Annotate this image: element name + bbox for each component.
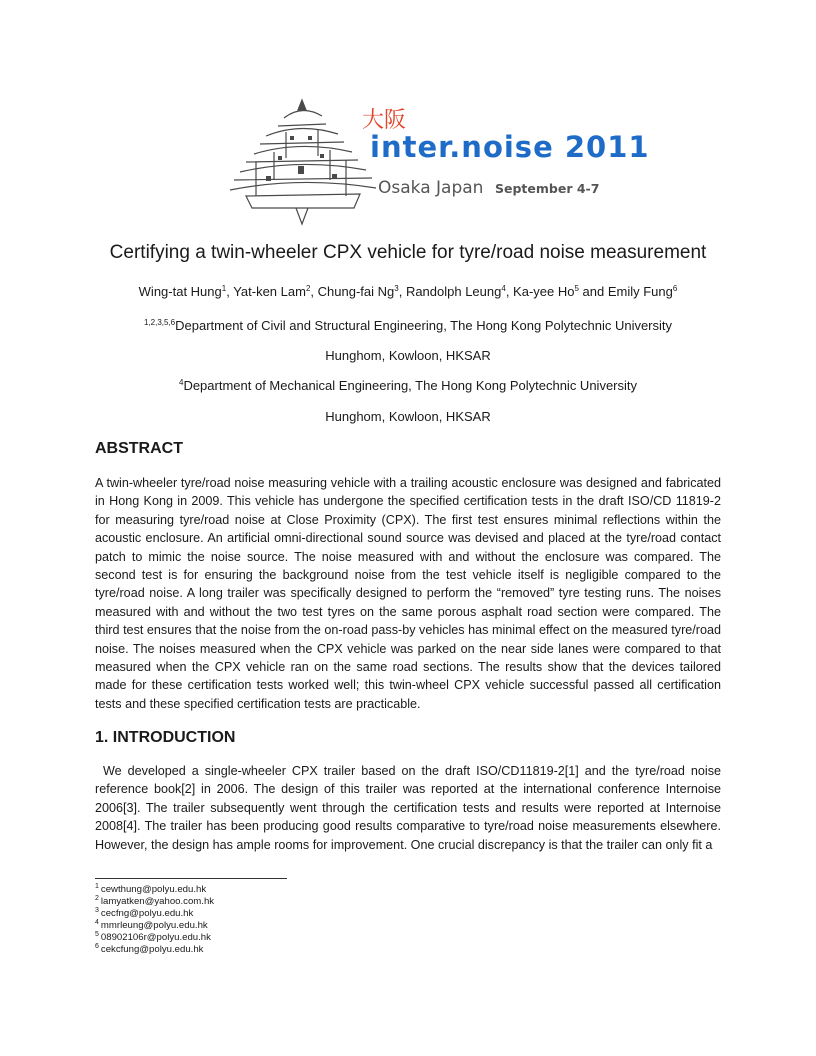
paper-title: Certifying a twin-wheeler CPX vehicle for tyre/road noise measurement (109, 242, 707, 263)
author-mark: 1 (221, 284, 227, 293)
author-mark: 6 (672, 284, 678, 293)
footnote-number: 6 (95, 943, 99, 950)
logo-title: inter.noise 2011 (370, 130, 650, 164)
footnote-email: cecfng@polyu.edu.hk (100, 908, 194, 919)
footnote-email: cewthung@polyu.edu.hk (100, 884, 207, 895)
footnote-item (95, 884, 214, 896)
footnote-email: 08902106r@polyu.edu.hk (100, 932, 211, 943)
footnote-number: 2 (95, 895, 99, 902)
affiliation-mechanical-place: Hunghom, Kowloon, HKSAR (325, 409, 491, 424)
author-name: Chung-fai Ng (317, 284, 395, 299)
abstract-body: A twin-wheeler tyre/road noise measuring vehicle with a trailing acoustic enclosure was designed and fabricated in Hong Kong in 2009. This vehicle has undergone the specified certification tests in the draft ISO/CD 11819-2 for measuring tyre/road noise at Close Proximity (CPX). The first test ensures minimal reflections within the acoustic enclosure. An artificial omni-directional sound source was devised and placed at the tyre/road contact patch to mimic the noise source. The noise measured with and without the enclosure was compared. The second test is for ensuring the background noise from the test vehicle itself is negligible compared to the tyre/road noise. A long trailer was specifically designed to perform the “removed” tyre testing runs. The noises measured with and without the two test tyres on the same porous asphalt road section were compared. The third test ensures that the noise from the on-road pass-by vehicles has minimal effect on the measured tyre/road noise. The noises measured when the CPX vehicle was parked on the near side lanes were compared to that measured when the CPX vehicle ran on the same road sections. The results show that the devices tailored made for these certification tests worked well; this twin-wheel CPX vehicle successful passed all certification tests and these specified certification tests are practicable. (95, 476, 721, 711)
footnote-email: cekcfung@polyu.edu.hk (100, 944, 204, 955)
logo-kanji: 大阪 (362, 108, 407, 133)
footnote-email: lamyatken@yahoo.com.hk (100, 896, 215, 907)
logo-dates: September 4-7 (495, 181, 600, 196)
author-name: Ka-yee Ho (513, 284, 575, 299)
author-mark: 4 (501, 284, 506, 293)
footnote-item (95, 920, 214, 932)
footnote-item (95, 944, 214, 956)
footnote-item (95, 896, 214, 908)
footnote-item (95, 908, 214, 920)
author-name: Emily Fung (607, 284, 673, 299)
introduction-body: We developed a single-wheeler CPX trailer based on the draft ISO/CD11819-2[1] and the tyre/road noise reference book[2] in 2006. The design of this trailer was reported at the international conference Internoise 2006[3]. The trailer subsequently went through the certification tests and results were reported at Internoise 2008[4]. The trailer has been producing good results comparative to tyre/road noise measurements elsewhere. However, the design has ample rooms for improvement. One crucial discrepancy is that the trailer can only fit a (95, 764, 721, 852)
footnote-divider (95, 878, 287, 879)
introduction-heading: 1. INTRODUCTION (95, 729, 236, 746)
footnote-item (95, 932, 214, 944)
affiliation-civil-place: Hunghom, Kowloon, HKSAR (325, 348, 491, 363)
author-mark: 3 (394, 284, 399, 293)
author-mark: 2 (305, 284, 311, 293)
author-list: Wing-tat Hung$^1$, Yat-ken Lam$^2$, Chung-fai Ng$^3$, Randolph Leung$^4$, Ka-yee Ho$^5$ and Emily Fung$^6$ (138, 284, 678, 299)
affiliation-dept: Department of Civil and Structural Engineering, The Hong Kong Polytechnic University (175, 318, 673, 333)
footnote-email: mmrleung@polyu.edu.hk (100, 920, 208, 931)
affiliation-marks: 1,2,3,5,6 (143, 318, 176, 327)
author-name: Yat-ken Lam (233, 284, 306, 299)
footnote-number: 4 (95, 919, 99, 926)
affiliation-dept: Department of Mechanical Engineering, The Hong Kong Polytechnic University (183, 378, 637, 393)
footnote-number: 1 (95, 883, 99, 890)
abstract-heading: ABSTRACT (95, 440, 183, 457)
affiliation-mechanical (0, 378, 816, 393)
footnote-number: 3 (95, 907, 99, 914)
footnote-number: 5 (95, 931, 99, 938)
author-mark: 5 (574, 284, 579, 293)
affiliation-civil (0, 318, 816, 333)
footnotes (95, 884, 214, 956)
author-name: Wing-tat Hung (138, 284, 222, 299)
author-name: Randolph Leung (405, 284, 502, 299)
affiliation-marks: 4 (178, 378, 184, 387)
logo-city: Osaka Japan (378, 178, 484, 198)
